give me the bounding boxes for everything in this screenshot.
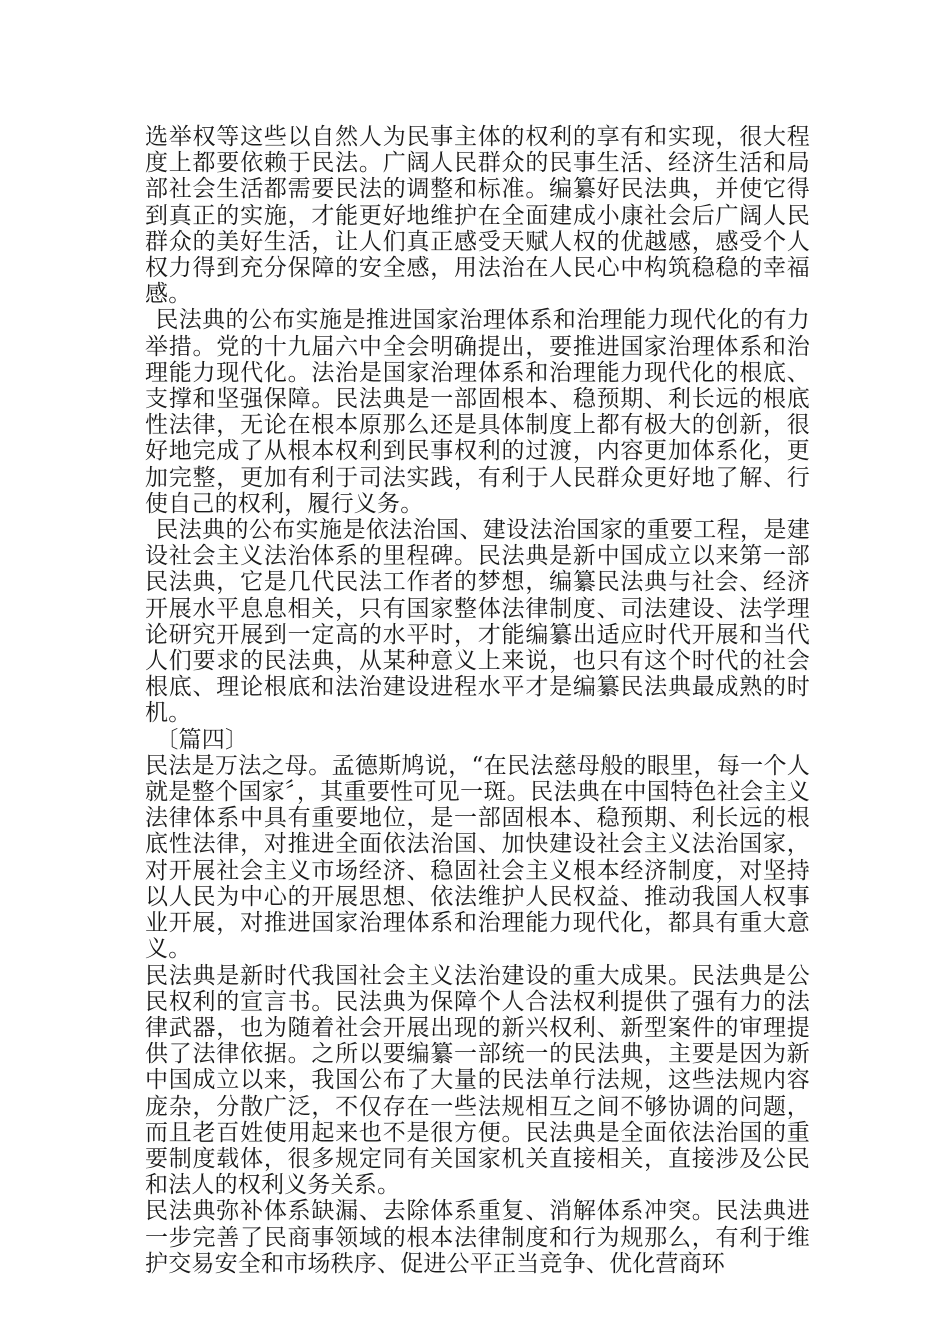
section-heading: 〔篇四〕 [155,726,249,753]
paragraph-system: 民法典弥补体系缺漏、去除体系重复、消解体系冲突。民法典进一步完善了民商事领域的根本法律制度和行为规那么，有利于维护交易安全和市场秩序、促进公平正当竞争、优化营商环 [145,1198,810,1277]
paragraph-achievement: 民法典是新时代我国社会主义法治建设的重大成果。民法典是公民权利的宣言书。民法典为保障个人合法权利提供了强有力的法律武器，也为随着社会开展出现的新兴权利、新型案件的审理提供了法律依据。之所以要编纂一部统一的民法典，主要是因为新中国成立以来，我国公布了大量的民法单行法规，这些法规内容庞杂，分散广泛，不仅存在一些法规相互之间不够协调的问题，而且老百姓使用起来也不是很方便。民法典是全面依法治国的重要制度载体，很多规定同有关国家机关直接相关，直接涉及公民和法人的权利义务关系。 [145,962,810,1199]
paragraph-mother-of-laws: 民法是万法之母。孟德斯鸠说，“在民法慈母般的眼里，每一个人就是整个国家〞，其重要性可见一斑。民法典在中国特色社会主义法律体系中具有重要地位，是一部固根本、稳预期、利长远的根底性法律，对推进全面依法治国、加快建设社会主义法治国家，对开展社会主义市场经济、稳固社会主义根本经济制度，对坚持以人民为中心的开展思想、依法维护人民权益、推动我国人权事业开展，对推进国家治理体系和治理能力现代化，都具有重大意义。 [145,752,810,963]
paragraph-rule-of-law: 民法典的公布实施是依法治国、建设法治国家的重要工程，是建设社会主义法治体系的里程碑。民法典是新中国成立以来第一部民法典，它是几代民法工作者的梦想，编纂民法典与社会、经济开展水平息息相关，只有国家整体法律制度、司法建设、法学理论研究开展到一定高的水平时，才能编纂出适应时代开展和当代人们要求的民法典，从某种意义上来说，也只有这个时代的社会根底、理论根底和法治建设进程水平才是编纂民法典最成熟的时机。 [145,517,810,727]
paragraph-continued: 选举权等这些以自然人为民事主体的权利的享有和实现，很大程度上都要依赖于民法。广阔人民群众的民事生活、经济生活和局部社会生活都需要民法的调整和标准。编纂好民法典，并使它得到真正的实施，才能更好地维护在全面建成小康社会后广阔人民群众的美好生活，让人们真正感受天赋人权的优越感，感受个人权力得到充分保障的安全感，用法治在人民心中构筑稳稳的幸福感。 [145,124,810,308]
document-body [145,124,810,1277]
paragraph-governance: 民法典的公布实施是推进国家治理体系和治理能力现代化的有力举措。党的十九届六中全会明确提出，要推进国家治理体系和治理能力现代化。法治是国家治理体系和治理能力现代化的根底、支撑和坚强保障。民法典是一部固根本、稳预期、利长远的根底性法律，无论在根本原那么还是具体制度上都有极大的创新，很好地完成了从根本权利到民事权利的过渡，内容更加体系化，更加完整，更加有利于司法实践，有利于人民群众更好地了解、行使自己的权利，履行义务。 [145,307,810,517]
